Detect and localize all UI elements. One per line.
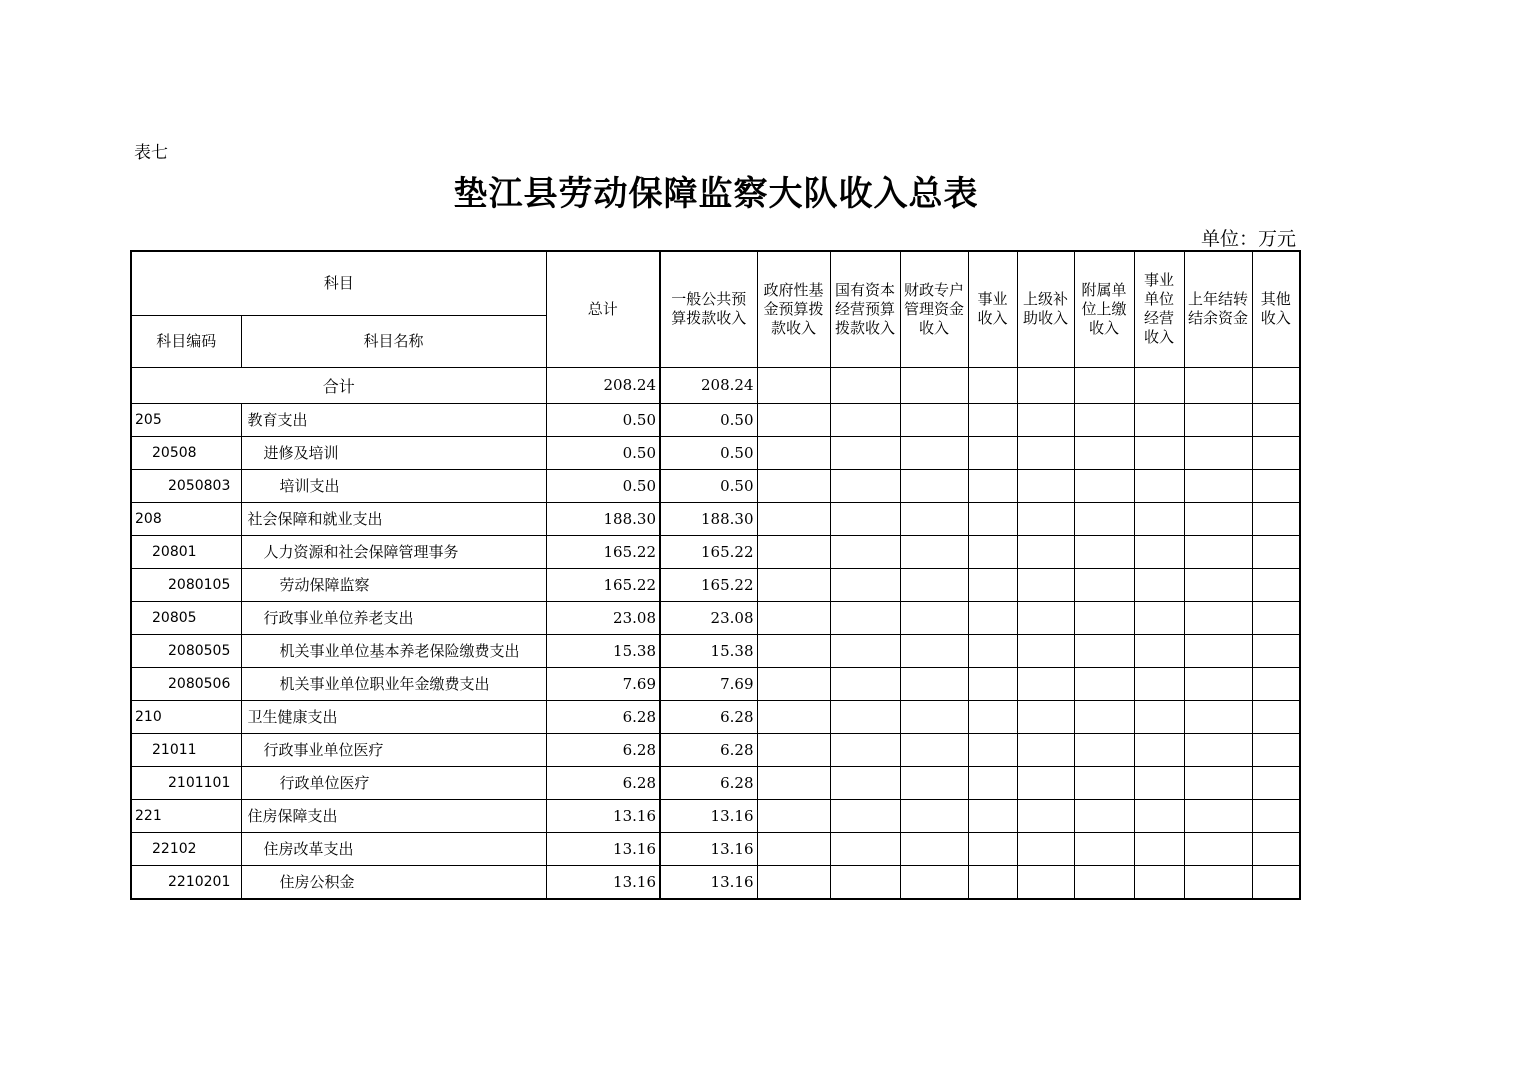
empty-cell [1017,667,1074,700]
subject-code: 2080506 [131,667,241,700]
empty-cell [757,634,830,667]
empty-cell [830,535,900,568]
empty-cell [1017,700,1074,733]
empty-cell [1252,766,1300,799]
empty-cell [1134,634,1184,667]
subject-code: 210 [131,700,241,733]
empty-cell [1017,634,1074,667]
empty-cell [1184,502,1252,535]
empty-cell [1184,832,1252,865]
header-other: 其他收入 [1252,251,1300,367]
empty-cell [1184,766,1252,799]
summary-row [131,367,1300,403]
table-row [131,601,1300,634]
empty-cell [1252,733,1300,766]
total-value: 6.28 [546,766,660,799]
empty-cell [1074,601,1134,634]
empty-cell [1134,436,1184,469]
empty-cell [1017,436,1074,469]
table-row [131,733,1300,766]
subject-name: 人力资源和社会保障管理事务 [241,535,546,568]
empty-cell [900,568,968,601]
total-value: 0.50 [546,403,660,436]
table-row [131,469,1300,502]
table-row [131,766,1300,799]
empty-cell [900,865,968,899]
empty-cell [1184,403,1252,436]
empty-cell [1134,601,1184,634]
empty-cell [900,766,968,799]
empty-cell [830,502,900,535]
subject-code: 208 [131,502,241,535]
empty-cell [757,832,830,865]
empty-cell [968,568,1017,601]
empty-cell [900,733,968,766]
empty-cell [1074,733,1134,766]
header-total: 总计 [546,251,660,367]
empty-cell [968,403,1017,436]
empty-cell [1134,367,1184,403]
empty-cell [1184,601,1252,634]
empty-cell [1134,766,1184,799]
empty-cell [968,502,1017,535]
general-budget-value: 6.28 [660,766,757,799]
empty-cell [1252,403,1300,436]
empty-cell [830,601,900,634]
empty-cell [1134,502,1184,535]
subject-name: 住房保障支出 [241,799,546,832]
empty-cell [830,832,900,865]
total-value: 6.28 [546,700,660,733]
empty-cell [1252,367,1300,403]
header-fiscal-special: 财政专户管理资金收入 [900,251,968,367]
empty-cell [757,865,830,899]
empty-cell [1017,535,1074,568]
total-value: 0.50 [546,469,660,502]
summary-total: 208.24 [546,367,660,403]
empty-cell [968,832,1017,865]
empty-cell [1252,667,1300,700]
empty-cell [1252,469,1300,502]
empty-cell [1134,667,1184,700]
general-budget-value: 188.30 [660,502,757,535]
empty-cell [757,667,830,700]
subject-code: 2080505 [131,634,241,667]
general-budget-value: 13.16 [660,865,757,899]
empty-cell [830,568,900,601]
empty-cell [830,436,900,469]
empty-cell [1074,799,1134,832]
empty-cell [1017,469,1074,502]
empty-cell [1252,700,1300,733]
empty-cell [757,469,830,502]
general-budget-value: 165.22 [660,535,757,568]
empty-cell [1017,502,1074,535]
subject-code: 20508 [131,436,241,469]
empty-cell [968,601,1017,634]
subject-name: 社会保障和就业支出 [241,502,546,535]
empty-cell [968,700,1017,733]
subject-name: 住房公积金 [241,865,546,899]
header-subject: 科目 [131,251,546,315]
total-value: 13.16 [546,865,660,899]
empty-cell [830,634,900,667]
total-value: 7.69 [546,667,660,700]
empty-cell [1074,832,1134,865]
empty-cell [1074,634,1134,667]
empty-cell [757,568,830,601]
empty-cell [830,403,900,436]
header-business: 事业收入 [968,251,1017,367]
subject-code: 2210201 [131,865,241,899]
empty-cell [900,634,968,667]
empty-cell [1252,832,1300,865]
empty-cell [1017,832,1074,865]
empty-cell [1134,469,1184,502]
general-budget-value: 165.22 [660,568,757,601]
empty-cell [757,502,830,535]
general-budget-value: 0.50 [660,403,757,436]
subject-name: 住房改革支出 [241,832,546,865]
empty-cell [1074,403,1134,436]
empty-cell [1074,436,1134,469]
subject-code: 2080105 [131,568,241,601]
empty-cell [830,667,900,700]
empty-cell [1252,535,1300,568]
empty-cell [968,733,1017,766]
header-affiliated: 附属单位上缴收入 [1074,251,1134,367]
subject-name: 行政事业单位养老支出 [241,601,546,634]
total-value: 15.38 [546,634,660,667]
header-superior-subsidy: 上级补助收入 [1017,251,1074,367]
empty-cell [1252,502,1300,535]
total-value: 13.16 [546,799,660,832]
table-row [131,502,1300,535]
empty-cell [1184,700,1252,733]
header-general-budget: 一般公共预算拨款收入 [660,251,757,367]
empty-cell [1074,367,1134,403]
empty-cell [1184,733,1252,766]
subject-name: 行政事业单位医疗 [241,733,546,766]
empty-cell [1017,601,1074,634]
empty-cell [968,469,1017,502]
general-budget-value: 23.08 [660,601,757,634]
empty-cell [830,799,900,832]
total-value: 165.22 [546,535,660,568]
subject-code: 20805 [131,601,241,634]
empty-cell [1184,865,1252,899]
table-row [131,634,1300,667]
empty-cell [1134,568,1184,601]
subject-code: 2101101 [131,766,241,799]
empty-cell [1017,766,1074,799]
empty-cell [1017,403,1074,436]
header-business-operation: 事业单位经营收入 [1134,251,1184,367]
empty-cell [968,799,1017,832]
general-budget-value: 0.50 [660,436,757,469]
empty-cell [1074,667,1134,700]
subject-code: 2050803 [131,469,241,502]
empty-cell [1184,568,1252,601]
empty-cell [757,799,830,832]
empty-cell [1184,367,1252,403]
empty-cell [830,865,900,899]
header-row [131,251,1300,315]
empty-cell [900,700,968,733]
empty-cell [968,634,1017,667]
empty-cell [757,733,830,766]
empty-cell [1134,403,1184,436]
table-row [131,436,1300,469]
empty-cell [1184,436,1252,469]
empty-cell [1184,469,1252,502]
subject-name: 进修及培训 [241,436,546,469]
empty-cell [757,535,830,568]
summary-label: 合计 [131,367,546,403]
empty-cell [757,403,830,436]
empty-cell [900,535,968,568]
empty-cell [1017,568,1074,601]
empty-cell [1252,865,1300,899]
empty-cell [1184,535,1252,568]
subject-name: 机关事业单位基本养老保险缴费支出 [241,634,546,667]
empty-cell [900,469,968,502]
empty-cell [1074,700,1134,733]
table-row [131,535,1300,568]
empty-cell [1134,865,1184,899]
general-budget-value: 13.16 [660,832,757,865]
table-row [131,667,1300,700]
empty-cell [1252,799,1300,832]
empty-cell [830,733,900,766]
general-budget-value: 7.69 [660,667,757,700]
empty-cell [968,535,1017,568]
empty-cell [1252,634,1300,667]
unit-label: 单位：万元 [1200,228,1296,250]
table-row [131,568,1300,601]
empty-cell [1134,733,1184,766]
subject-code: 205 [131,403,241,436]
empty-cell [900,502,968,535]
empty-cell [1134,832,1184,865]
table-row [131,865,1300,899]
general-budget-value: 15.38 [660,634,757,667]
table-number-label: 表七 [134,143,168,163]
empty-cell [1252,436,1300,469]
empty-cell [1252,601,1300,634]
document-title: 垫江县劳动保障监察大队收入总表 [453,174,979,214]
empty-cell [757,601,830,634]
general-budget-value: 0.50 [660,469,757,502]
empty-cell [900,799,968,832]
subject-name: 机关事业单位职业年金缴费支出 [241,667,546,700]
table-row [131,403,1300,436]
total-value: 188.30 [546,502,660,535]
header-state-capital: 国有资本经营预算拨款收入 [830,251,900,367]
empty-cell [900,436,968,469]
subject-code: 21011 [131,733,241,766]
empty-cell [1074,766,1134,799]
table-row [131,700,1300,733]
empty-cell [830,700,900,733]
empty-cell [900,403,968,436]
empty-cell [968,436,1017,469]
empty-cell [830,766,900,799]
subject-name: 卫生健康支出 [241,700,546,733]
empty-cell [1252,568,1300,601]
empty-cell [757,700,830,733]
table-row [131,832,1300,865]
empty-cell [1074,535,1134,568]
general-budget-value: 13.16 [660,799,757,832]
empty-cell [1017,367,1074,403]
empty-cell [900,832,968,865]
total-value: 23.08 [546,601,660,634]
empty-cell [968,667,1017,700]
empty-cell [1074,568,1134,601]
empty-cell [1184,799,1252,832]
subject-code: 20801 [131,535,241,568]
empty-cell [1134,799,1184,832]
header-carryover: 上年结转结余资金 [1184,251,1252,367]
empty-cell [1074,469,1134,502]
empty-cell [1017,733,1074,766]
empty-cell [1134,700,1184,733]
empty-cell [1017,865,1074,899]
empty-cell [900,601,968,634]
empty-cell [968,766,1017,799]
subject-name: 教育支出 [241,403,546,436]
empty-cell [1074,865,1134,899]
empty-cell [1184,667,1252,700]
empty-cell [1134,535,1184,568]
header-gov-fund: 政府性基金预算拨款收入 [757,251,830,367]
empty-cell [757,436,830,469]
general-budget-value: 6.28 [660,700,757,733]
empty-cell [900,367,968,403]
income-summary-table [130,250,1301,900]
empty-cell [1074,502,1134,535]
table-row [131,799,1300,832]
empty-cell [830,469,900,502]
total-value: 6.28 [546,733,660,766]
general-budget-value: 6.28 [660,733,757,766]
empty-cell [757,766,830,799]
empty-cell [830,367,900,403]
empty-cell [1017,799,1074,832]
empty-cell [968,367,1017,403]
empty-cell [900,667,968,700]
empty-cell [968,865,1017,899]
summary-general-budget: 208.24 [660,367,757,403]
subject-name: 行政单位医疗 [241,766,546,799]
header-subject-name: 科目名称 [241,315,546,367]
header-subject-code: 科目编码 [131,315,241,367]
total-value: 13.16 [546,832,660,865]
empty-cell [1184,634,1252,667]
empty-cell [757,367,830,403]
total-value: 0.50 [546,436,660,469]
subject-name: 培训支出 [241,469,546,502]
subject-name: 劳动保障监察 [241,568,546,601]
subject-code: 221 [131,799,241,832]
total-value: 165.22 [546,568,660,601]
subject-code: 22102 [131,832,241,865]
